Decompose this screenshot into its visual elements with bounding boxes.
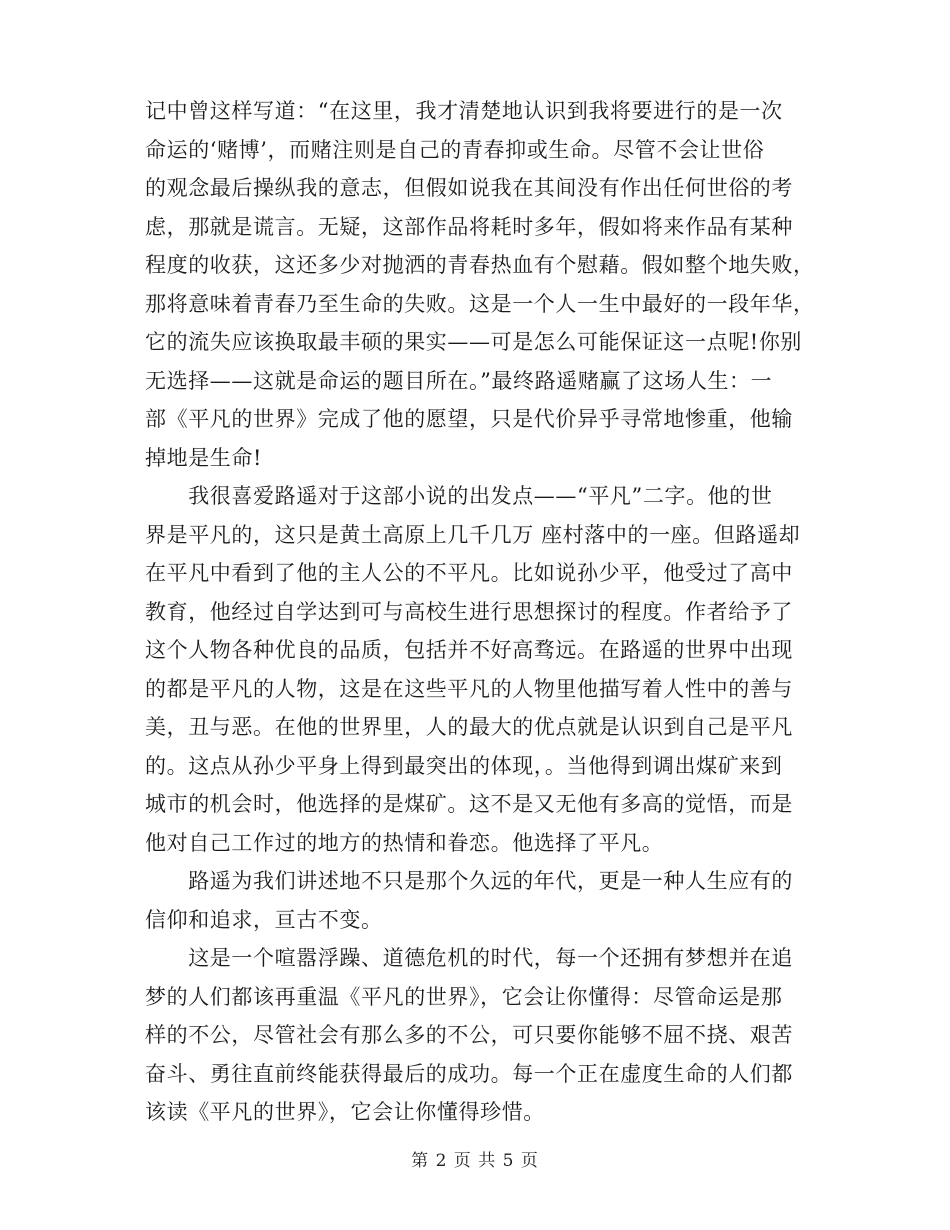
paragraph (145, 92, 815, 477)
text-line: 的都是平凡的人物，这是在这些平凡的人物里他描写着人性中的善与 (145, 676, 793, 701)
text-line: 部《平凡的世界》完成了他的愿望，只是代价异乎寻常地惨重，他输 (145, 407, 793, 431)
text-line: 的。这点从孙少平身上得到最突出的体现，。当他得到调出煤矿来到 (145, 753, 783, 778)
text-line: 那将意味着青春乃至生命的失败。这是一个人一生中最好的一段年华， (145, 291, 815, 316)
paragraph (145, 939, 805, 1132)
text-line: 教育，他经过自学达到可与高校生进行思想探讨的程度。作者给予了 (145, 599, 793, 624)
text-line: 路遥为我们讲述地不只是那个久远的年代，更是一种人生应有的 (145, 869, 793, 893)
text-line: 梦的人们都该再重温《平凡的世界》，它会让你懂得：尽管命运是那 (145, 984, 783, 1009)
text-line: 虑，那就是谎言。无疑，这部作品将耗时多年，假如将来作品有某种 (145, 214, 793, 239)
text-line: 该读《平凡的世界》，它会让你懂得珍惜。 (145, 1100, 545, 1124)
text-line: 奋斗、勇往直前终能获得最后的成功。每一个正在虚度生命的人们都 (145, 1061, 793, 1086)
page-number-footer: 第 2 页 共 5 页 (411, 1151, 539, 1171)
text-line: 这个人物各种优良的品质，包括并不好高骛远。在路遥的世界中出现 (145, 638, 793, 662)
text-line: 这是一个喧嚣浮躁、道德危机的时代，每一个还拥有梦想并在追 (145, 946, 793, 970)
text-line: 在平凡中看到了他的主人公的不平凡。比如说孙少平，他受过了高中 (145, 561, 793, 585)
text-line: 我很喜爱路遥对于这部小说的出发点——“平凡”二字。他的世 (145, 484, 773, 508)
text-line: 的观念最后操纵我的意志，但假如说我在其间没有作出任何世俗的考 (145, 176, 793, 200)
paragraph (145, 477, 805, 862)
paragraph (145, 862, 805, 939)
document-body (145, 92, 815, 1132)
text-line: 界是平凡的，这只是黄土高原上几千几万 座村落中的一座。但路遥却 (145, 522, 801, 547)
text-line: 命运的‘赌博’，而赌注则是自己的青春抑或生命。尽管不会让世俗 (145, 137, 765, 162)
text-line: 掉地是生命! (145, 445, 263, 470)
text-line: 程度的收获，这还多少对抛洒的青春热血有个慰藉。假如整个地失败， (145, 253, 815, 277)
text-line: 样的不公，尽管社会有那么多的不公，可只要你能够不屈不挠、艰苦 (145, 1023, 793, 1047)
text-line: 信仰和追求，亘古不变。 (145, 907, 383, 932)
text-line: 无选择——这就是命运的题目所在。”最终路遥赌赢了这场人生：一 (145, 368, 773, 393)
text-line: 记中曾这样写道：“在这里，我才清楚地认识到我将要进行的是一次 (145, 99, 783, 123)
text-line: 他对自己工作过的地方的热情和眷恋。他选择了平凡。 (145, 830, 664, 855)
text-line: 它的流失应该换取最丰硕的果实——可是怎么可能保证这一点呢!你别 (145, 330, 803, 354)
text-line: 城市的机会时，他选择的是煤矿。这不是又无他有多高的觉悟，而是 (145, 792, 793, 816)
text-line: 美，丑与恶。在他的世界里，人的最大的优点就是认识到自己是平凡 (145, 715, 793, 739)
